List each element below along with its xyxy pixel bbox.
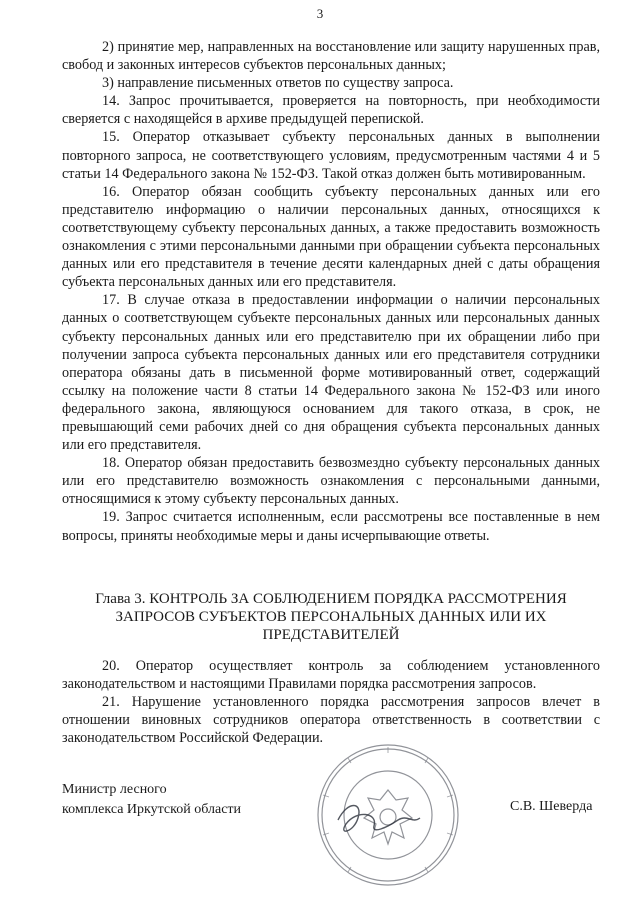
paragraph: 18. Оператор обязан предоставить безвозмездно субъекту персональных данных или его представителю возможность ознакомления с персональными данными, относящимися к этому субъекту персональных данных. [62, 455, 600, 508]
paragraph: 17. В случае отказа в предоставлении информации о наличии персональных данных о соответствующем субъекте персональных данных или персональных данных субъекту персональных данных или его представителю при их обращении либо при получении запроса субъекта персональных данных или его представителя сотрудники оператора обязаны дать в письменной форме мотивированный ответ, содержащий ссылку на положение части 8 статьи 14 Федерального закона № 152-ФЗ или иного федерального закона, являющуюся основанием для такого отказа, в срок, не превышающий семи рабочих дней со дня обращения субъекта персональных данных или его представителя. [62, 292, 600, 454]
paragraph: 16. Оператор обязан сообщить субъекту персональных данных или его представителю информацию о наличии персональных данных, относящихся к соответствующему субъекту персональных данных, а также предоставить возможность ознакомления с этими персональными данными при обращении субъекта персональных данных или его представителя в течение десяти календарных дней с даты обращения субъекта персональных данных или его представителя. [62, 183, 600, 291]
signatory-name: С.В. Шеверда [510, 799, 593, 814]
paragraph: 21. Нарушение установленного порядка рассмотрения запросов влечет в отношении виновных сотрудников оператора ответственность в соответствии с законодательством Российской Федерации. [62, 694, 600, 747]
chapter-title: Глава 3. КОНТРОЛЬ ЗА СОБЛЮДЕНИЕМ ПОРЯДКА РАССМОТРЕНИЯ ЗАПРОСОВ СУБЪЕКТОВ ПЕРСОНАЛЬНЫХ ДАННЫХ ИЛИ ИХ ПРЕДСТАВИТЕЛЕЙ [95, 591, 567, 643]
position-line: комплекса Иркутской области [62, 802, 242, 817]
official-seal-stamp [308, 740, 468, 890]
paragraph: 15. Оператор отказывает субъекту персональных данных в выполнении повторного запроса, не соответствующего условиям, предусмотренным частями 4 и 5 статьи 14 Федерального закона № 152-ФЗ. Такой отказ должен быть мотивированным. [62, 129, 600, 182]
handwritten-signature-icon [338, 806, 420, 832]
paragraph: 19. Запрос считается исполненным, если рассмотрены все поставленные в нем вопросы, приняты необходимые меры и даны исчерпывающие ответы. [62, 509, 600, 544]
paragraph: 3) направление письменных ответов по существу запроса. [102, 75, 454, 92]
paragraph: 14. Запрос прочитывается, проверяется на повторность, при необходимости сверяется с находящейся в архиве предыдущей перепиской. [62, 93, 600, 128]
document-body-chapter3 [62, 657, 600, 747]
signatory-position [62, 780, 241, 820]
page-number: 3 [316, 6, 324, 21]
position-line: Министр лесного [62, 782, 167, 797]
document-body [62, 38, 600, 545]
paragraph: 20. Оператор осуществляет контроль за соблюдением установленного законодательством и настоящими Правилами порядка рассмотрения запросов. [62, 658, 600, 693]
paragraph: 2) принятие мер, направленных на восстановление или защиту нарушенных прав, свобод и законных интересов субъектов персональных данных; [62, 39, 600, 74]
